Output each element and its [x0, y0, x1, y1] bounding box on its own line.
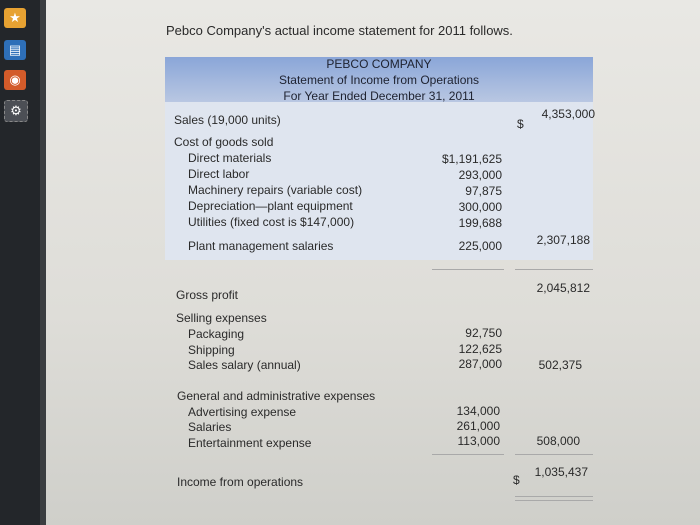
selling-item-value: 287,000 [458, 357, 502, 371]
cogs-item-label: Direct labor [188, 167, 250, 181]
rule [515, 500, 593, 501]
selling-item-label: Sales salary (annual) [188, 358, 301, 372]
gross-profit-total: 2,045,812 [536, 281, 590, 295]
star-icon[interactable]: ★ [4, 8, 26, 28]
cogs-item-label: Plant management salaries [188, 239, 334, 253]
general-item-label: Entertainment expense [188, 436, 312, 450]
selling-item-value: 122,625 [458, 342, 502, 356]
cogs-item-label: Machinery repairs (variable cost) [188, 183, 363, 197]
cogs-item-value: 225,000 [458, 239, 502, 253]
cogs-item-label: Depreciation—plant equipment [188, 199, 353, 213]
selling-item-label: Packaging [188, 327, 245, 341]
cogs-total: 2,307,188 [536, 233, 590, 247]
cogs-item-label: Utilities (fixed cost is $147,000) [188, 215, 355, 229]
selling-title: Selling expenses [176, 311, 267, 325]
sales-currency: $ [517, 117, 524, 131]
general-item-value: 134,000 [456, 404, 500, 418]
selling-item-label: Shipping [188, 343, 235, 357]
eye-icon[interactable]: ◉ [4, 70, 26, 90]
cogs-item-label: Direct materials [188, 151, 272, 165]
income-total: 1,035,437 [534, 465, 588, 479]
company-name: PEBCO COMPANY [326, 57, 432, 71]
selling-item-value: 92,750 [465, 326, 502, 340]
income-label: Income from operations [177, 475, 304, 489]
sales-label: Sales (19,000 units) [174, 113, 281, 127]
general-item-value: 113,000 [457, 434, 500, 448]
rule [515, 269, 593, 270]
general-item-label: Salaries [188, 420, 232, 434]
browser-sidebar [0, 0, 40, 525]
sales-total: 4,353,000 [541, 107, 595, 121]
cogs-item-value: 97,875 [465, 184, 502, 198]
cogs-item-value: $1,191,625 [441, 152, 502, 166]
general-title: General and administrative expenses [177, 389, 376, 403]
statement-title: Statement of Income from Operations [278, 73, 480, 87]
cogs-item-value: 293,000 [458, 168, 502, 182]
rule [515, 454, 593, 455]
rule [432, 269, 504, 270]
cogs-title: Cost of goods sold [174, 135, 274, 149]
gear-icon[interactable]: ⚙ [4, 100, 28, 122]
general-item-label: Advertising expense [188, 405, 297, 419]
book-icon[interactable]: ▤ [4, 40, 26, 60]
cogs-item-value: 199,688 [458, 216, 502, 230]
statement-period: For Year Ended December 31, 2011 [283, 89, 475, 103]
rule [432, 454, 504, 455]
rule [515, 496, 593, 497]
general-total: 508,000 [536, 434, 580, 448]
intro-text: Pebco Company's actual income statement for 2011 follows. [166, 23, 513, 38]
selling-total: 502,375 [538, 358, 582, 372]
cogs-item-value: 300,000 [458, 200, 502, 214]
general-item-value: 261,000 [456, 419, 500, 433]
income-currency: $ [513, 473, 520, 487]
gross-profit-label: Gross profit [176, 288, 239, 302]
